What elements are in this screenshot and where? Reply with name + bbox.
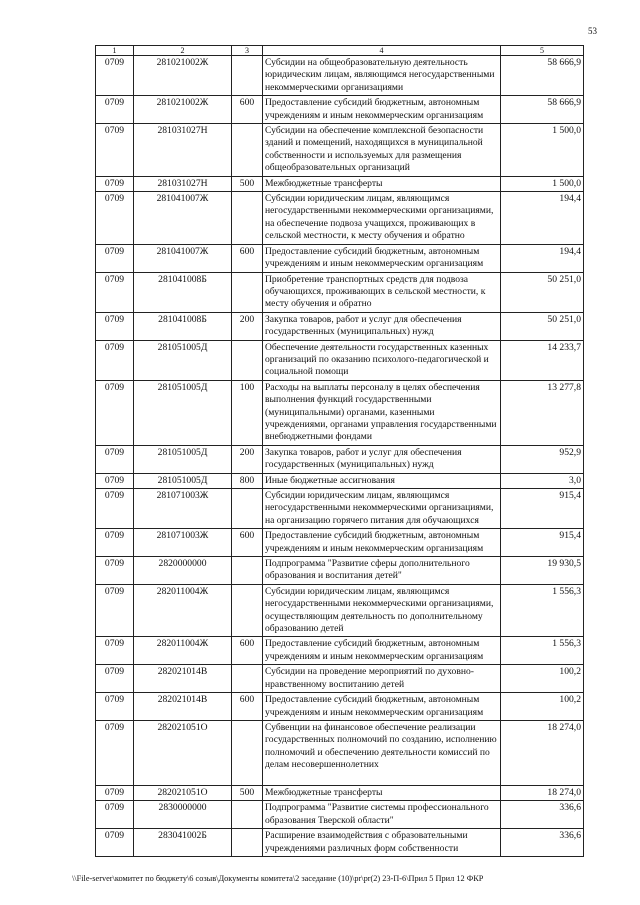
- table-row: [96, 272, 584, 312]
- table-row: [96, 637, 584, 665]
- table-row: [96, 829, 584, 857]
- target-item-code-cell: 281051005Д: [134, 473, 232, 488]
- section-code-cell: 0709: [96, 637, 134, 665]
- column-header: 2: [134, 46, 232, 56]
- table-row: [96, 244, 584, 272]
- expense-type-cell: [232, 829, 263, 857]
- section-code-cell: 0709: [96, 529, 134, 557]
- table-row: [96, 665, 584, 693]
- expense-type-cell: [232, 801, 263, 829]
- section-code-cell: 0709: [96, 829, 134, 857]
- expense-type-cell: [232, 584, 263, 637]
- section-code-cell: 0709: [96, 584, 134, 637]
- target-item-code-cell: 282021051О: [134, 785, 232, 800]
- amount-cell: 336,6: [501, 801, 584, 829]
- item-name-cell: Расходы на выплаты персоналу в целях обеспечения выполнения функций государственными (муниципальными) органами, казенными учреждениями, органами управления государственными внебюджетными фондами: [263, 380, 501, 445]
- budget-table: [95, 45, 584, 857]
- amount-cell: 14 233,7: [501, 340, 584, 380]
- section-code-cell: 0709: [96, 473, 134, 488]
- section-code-cell: 0709: [96, 693, 134, 721]
- column-header: 1: [96, 46, 134, 56]
- target-item-code-cell: 282021014В: [134, 693, 232, 721]
- item-name-cell: Субсидии на обеспечение комплексной безопасности зданий и помещений, находящихся в муниципальной собственности и используемых для размещения общеобразовательных организаций: [263, 124, 501, 177]
- expense-type-cell: [232, 56, 263, 96]
- table-row: [96, 124, 584, 177]
- item-name-cell: Межбюджетные трансферты: [263, 176, 501, 191]
- amount-cell: 1 556,3: [501, 637, 584, 665]
- target-item-code-cell: 282021051О: [134, 720, 232, 785]
- expense-type-cell: 500: [232, 785, 263, 800]
- expense-type-cell: 100: [232, 380, 263, 445]
- amount-cell: 336,6: [501, 829, 584, 857]
- target-item-code-cell: 2830000000: [134, 801, 232, 829]
- item-name-cell: Предоставление субсидий бюджетным, автономным учреждениям и иным некоммерческим организациям: [263, 96, 501, 124]
- target-item-code-cell: 282021014В: [134, 665, 232, 693]
- table-row: [96, 192, 584, 245]
- table-body: [96, 56, 584, 857]
- target-item-code-cell: 282011004Ж: [134, 637, 232, 665]
- amount-cell: 18 274,0: [501, 785, 584, 800]
- section-code-cell: 0709: [96, 56, 134, 96]
- amount-cell: 50 251,0: [501, 312, 584, 340]
- footer-file-path: \\File-server\комитет по бюджету\6 созыв\Документы комитета\2 заседание (10)\pr\pr(2) 23-П-6\Прил 5 Прил 12 ФКР: [72, 874, 484, 883]
- amount-cell: 58 666,9: [501, 96, 584, 124]
- item-name-cell: Субсидии на проведение мероприятий по духовно-нравственному воспитанию детей: [263, 665, 501, 693]
- column-header: 5: [501, 46, 584, 56]
- section-code-cell: 0709: [96, 176, 134, 191]
- table-row: [96, 340, 584, 380]
- section-code-cell: 0709: [96, 380, 134, 445]
- item-name-cell: Субсидии юридическим лицам, являющимся негосударственными некоммерческими организациями, на организацию горячего питания для обучающихся: [263, 489, 501, 529]
- table-header-row: [96, 46, 584, 56]
- section-code-cell: 0709: [96, 665, 134, 693]
- section-code-cell: 0709: [96, 272, 134, 312]
- expense-type-cell: [232, 720, 263, 785]
- expense-type-cell: [232, 192, 263, 245]
- table-row: [96, 693, 584, 721]
- item-name-cell: Предоставление субсидий бюджетным, автономным учреждениям и иным некоммерческим организациям: [263, 529, 501, 557]
- table-row: [96, 785, 584, 800]
- amount-cell: 1 500,0: [501, 124, 584, 177]
- section-code-cell: 0709: [96, 312, 134, 340]
- target-item-code-cell: 281021002Ж: [134, 96, 232, 124]
- target-item-code-cell: 281041008Б: [134, 312, 232, 340]
- target-item-code-cell: 281031027Н: [134, 176, 232, 191]
- expense-type-cell: [232, 557, 263, 585]
- amount-cell: 18 274,0: [501, 720, 584, 785]
- table-row: [96, 473, 584, 488]
- item-name-cell: Предоставление субсидий бюджетным, автономным учреждениям и иным некоммерческим организациям: [263, 637, 501, 665]
- expense-type-cell: 500: [232, 176, 263, 191]
- column-header: 4: [263, 46, 501, 56]
- item-name-cell: Субсидии юридическим лицам, являющимся негосударственными некоммерческими организациями, осуществляющим деятельность по дополнительному образованию детей: [263, 584, 501, 637]
- page-number: 53: [588, 26, 597, 36]
- amount-cell: 915,4: [501, 489, 584, 529]
- amount-cell: 194,4: [501, 244, 584, 272]
- table-row: [96, 445, 584, 473]
- amount-cell: 952,9: [501, 445, 584, 473]
- table-row: [96, 312, 584, 340]
- expense-type-cell: [232, 124, 263, 177]
- item-name-cell: Субсидии юридическим лицам, являющимся негосударственными некоммерческими организациями, на обеспечение подвоза учащихся, проживающих в сельской местности, к месту обучения и обратно: [263, 192, 501, 245]
- expense-type-cell: 600: [232, 244, 263, 272]
- target-item-code-cell: 2820000000: [134, 557, 232, 585]
- expense-type-cell: 600: [232, 529, 263, 557]
- table-row: [96, 584, 584, 637]
- item-name-cell: Предоставление субсидий бюджетным, автономным учреждениям и иным некоммерческим организациям: [263, 693, 501, 721]
- target-item-code-cell: 281071003Ж: [134, 529, 232, 557]
- amount-cell: 194,4: [501, 192, 584, 245]
- amount-cell: 3,0: [501, 473, 584, 488]
- amount-cell: 1 556,3: [501, 584, 584, 637]
- item-name-cell: Закупка товаров, работ и услуг для обеспечения государственных (муниципальных) нужд: [263, 312, 501, 340]
- table-row: [96, 380, 584, 445]
- amount-cell: 19 930,5: [501, 557, 584, 585]
- expense-type-cell: [232, 489, 263, 529]
- target-item-code-cell: 281041008Б: [134, 272, 232, 312]
- expense-type-cell: 600: [232, 637, 263, 665]
- section-code-cell: 0709: [96, 557, 134, 585]
- section-code-cell: 0709: [96, 124, 134, 177]
- item-name-cell: Подпрограмма "Развитие системы профессионального образования Тверской области": [263, 801, 501, 829]
- item-name-cell: Субсидии на общеобразовательную деятельность юридическим лицам, являющимся негосударственными некоммерческими организациями: [263, 56, 501, 96]
- target-item-code-cell: 281021002Ж: [134, 56, 232, 96]
- amount-cell: 1 500,0: [501, 176, 584, 191]
- table-row: [96, 489, 584, 529]
- target-item-code-cell: 281041007Ж: [134, 192, 232, 245]
- item-name-cell: Расширение взаимодействия с образовательными учреждениями различных форм собственности: [263, 829, 501, 857]
- target-item-code-cell: 281031027Н: [134, 124, 232, 177]
- expense-type-cell: [232, 272, 263, 312]
- expense-type-cell: 200: [232, 312, 263, 340]
- amount-cell: 50 251,0: [501, 272, 584, 312]
- section-code-cell: 0709: [96, 445, 134, 473]
- item-name-cell: Предоставление субсидий бюджетным, автономным учреждениям и иным некоммерческим организациям: [263, 244, 501, 272]
- amount-cell: 58 666,9: [501, 56, 584, 96]
- target-item-code-cell: 281051005Д: [134, 445, 232, 473]
- expense-type-cell: 800: [232, 473, 263, 488]
- item-name-cell: Приобретение транспортных средств для подвоза обучающихся, проживающих в сельской местности, к месту обучения и обратно: [263, 272, 501, 312]
- column-header: 3: [232, 46, 263, 56]
- item-name-cell: Закупка товаров, работ и услуг для обеспечения государственных (муниципальных) нужд: [263, 445, 501, 473]
- expense-type-cell: [232, 665, 263, 693]
- expense-type-cell: 200: [232, 445, 263, 473]
- table-row: [96, 801, 584, 829]
- table-row: [96, 96, 584, 124]
- item-name-cell: Иные бюджетные ассигнования: [263, 473, 501, 488]
- amount-cell: 915,4: [501, 529, 584, 557]
- amount-cell: 13 277,8: [501, 380, 584, 445]
- item-name-cell: Субвенции на финансовое обеспечение реализации государственных полномочий по созданию, исполнению полномочий и обеспечению деятельности комиссий по делам несовершеннолетних: [263, 720, 501, 785]
- section-code-cell: 0709: [96, 96, 134, 124]
- expense-type-cell: [232, 340, 263, 380]
- section-code-cell: 0709: [96, 244, 134, 272]
- table-row: [96, 176, 584, 191]
- expense-type-cell: 600: [232, 693, 263, 721]
- target-item-code-cell: 283041002Б: [134, 829, 232, 857]
- target-item-code-cell: 281041007Ж: [134, 244, 232, 272]
- section-code-cell: 0709: [96, 801, 134, 829]
- section-code-cell: 0709: [96, 192, 134, 245]
- section-code-cell: 0709: [96, 785, 134, 800]
- amount-cell: 100,2: [501, 693, 584, 721]
- expense-type-cell: 600: [232, 96, 263, 124]
- section-code-cell: 0709: [96, 720, 134, 785]
- section-code-cell: 0709: [96, 489, 134, 529]
- table-row: [96, 529, 584, 557]
- table-row: [96, 56, 584, 96]
- table-row: [96, 557, 584, 585]
- item-name-cell: Обеспечение деятельности государственных казенных организаций по оказанию психолого-педагогической и социальной помощи: [263, 340, 501, 380]
- amount-cell: 100,2: [501, 665, 584, 693]
- item-name-cell: Межбюджетные трансферты: [263, 785, 501, 800]
- item-name-cell: Подпрограмма "Развитие сферы дополнительного образования и воспитания детей": [263, 557, 501, 585]
- target-item-code-cell: 281051005Д: [134, 380, 232, 445]
- target-item-code-cell: 281071003Ж: [134, 489, 232, 529]
- target-item-code-cell: 281051005Д: [134, 340, 232, 380]
- section-code-cell: 0709: [96, 340, 134, 380]
- table-row: [96, 720, 584, 785]
- target-item-code-cell: 282011004Ж: [134, 584, 232, 637]
